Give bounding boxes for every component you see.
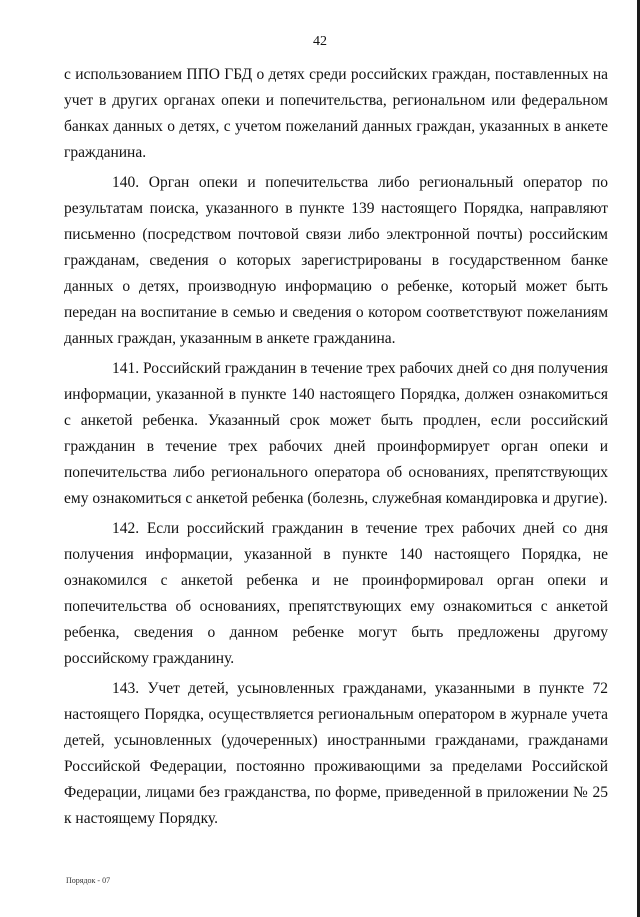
paragraph-141: 141. Российский гражданин в течение трех рабочих дней со дня получения информации, указанной в пункте 140 настоящего Порядка, должен ознакомиться с анкетой ребенка. Указанный срок может быть продлен, если российский гражданин в течение трех рабочих дней проинформирует орган опеки и попечительства либо регионального оператора об основаниях, препятствующих ему ознакомиться с анкетой ребенка (болезнь, служебная командировка и другие). — [64, 360, 608, 507]
paragraph-140: 140. Орган опеки и попечительства либо региональный оператор по результатам поиска, указанного в пункте 139 настоящего Порядка, направляют письменно (посредством почтовой связи либо электронной почты) российским гражданам, сведения о которых зарегистрированы в государственном банке данных о детях, производную информацию о ребенке, который может быть передан на воспитание в семью и сведения о котором соответствуют пожеланиям данных граждан, указанным в анкете гражданина. — [64, 174, 608, 347]
paragraph-143: 143. Учет детей, усыновленных гражданами, указанными в пункте 72 настоящего Порядка, осуществляется региональным оператором в журнале учета детей, усыновленных (удочеренных) иностранными гражданами, гражданами Российской Федерации, постоянно проживающими за пределами Российской Федерации, лицами без гражданства, по форме, приведенной в приложении № 25 к настоящему Порядку. — [64, 680, 608, 827]
page-number: 42 — [313, 34, 327, 49]
footer-label: Порядок - 07 — [66, 876, 111, 885]
paragraph-142: 142. Если российский гражданин в течение трех рабочих дней со дня получения информации, указанной в пункте 140 настоящего Порядка, не ознакомился с анкетой ребенка и не проинформировал орган опеки и попечительства об основаниях, препятствующих ему ознакомиться с анкетой ребенка, сведения о данном ребенке могут быть предложены другому российскому гражданину. — [64, 520, 608, 667]
document-body — [64, 62, 608, 836]
paragraph-continuation: с использованием ППО ГБД о детях среди российских граждан, поставленных на учет в других органах опеки и попечительства, региональном или федеральном банках данных о детях, с учетом пожеланий данных граждан, указанных в анкете гражданина. — [64, 66, 608, 161]
